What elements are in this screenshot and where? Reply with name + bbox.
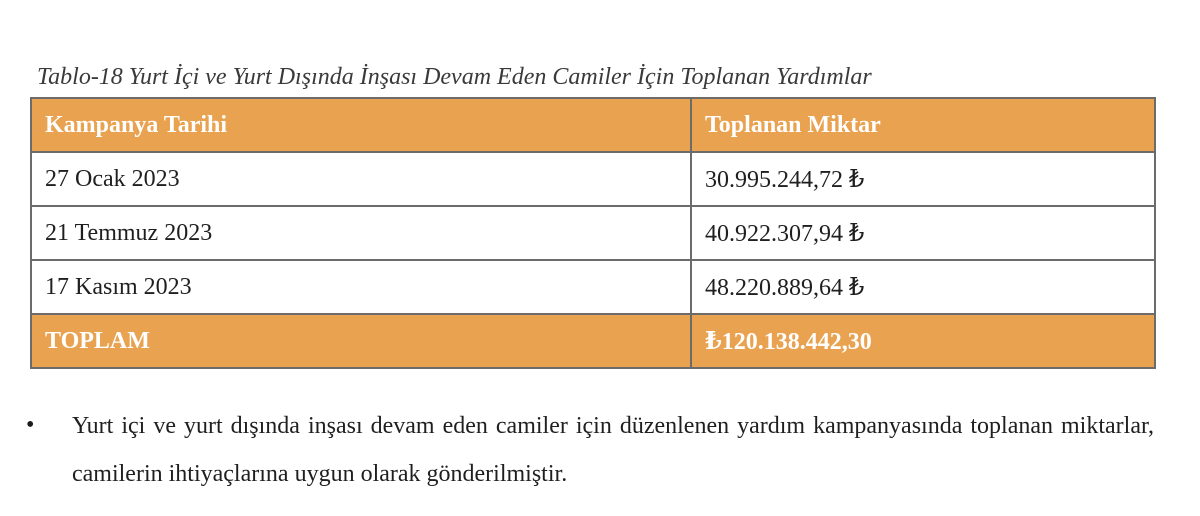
total-amount-cell: ₺120.138.442,30 (691, 314, 1155, 368)
bullet-text: Yurt içi ve yurt dışında inşası devam eden camiler için düzenlenen yardım kampanyasında toplanan miktarlar, camilerin ihtiyaçlarına uygun olarak gönderilmiştir. (72, 413, 1154, 487)
table-caption: Tablo-18 Yurt İçi ve Yurt Dışında İnşası Devam Eden Camiler İçin Toplanan Yardımlar (37, 64, 872, 90)
table-row (31, 206, 1155, 260)
donations-table (30, 97, 1156, 369)
campaign-date-cell: 17 Kasım 2023 (31, 260, 691, 314)
campaign-date-cell: 21 Temmuz 2023 (31, 206, 691, 260)
table-row (31, 152, 1155, 206)
collected-amount-cell: 30.995.244,72 ₺ (691, 152, 1155, 206)
table-row (31, 260, 1155, 314)
bullet-paragraph (26, 402, 1154, 498)
campaign-date-cell: 27 Ocak 2023 (31, 152, 691, 206)
collected-amount-cell: 40.922.307,94 ₺ (691, 206, 1155, 260)
column-header-campaign-date: Kampanya Tarihi (31, 98, 691, 152)
table-header-row (31, 98, 1155, 152)
table-total-row (31, 314, 1155, 368)
total-label-cell: TOPLAM (31, 314, 691, 368)
collected-amount-cell: 48.220.889,64 ₺ (691, 260, 1155, 314)
column-header-collected-amount: Toplanan Miktar (691, 98, 1155, 152)
bullet-icon: • (26, 412, 35, 438)
